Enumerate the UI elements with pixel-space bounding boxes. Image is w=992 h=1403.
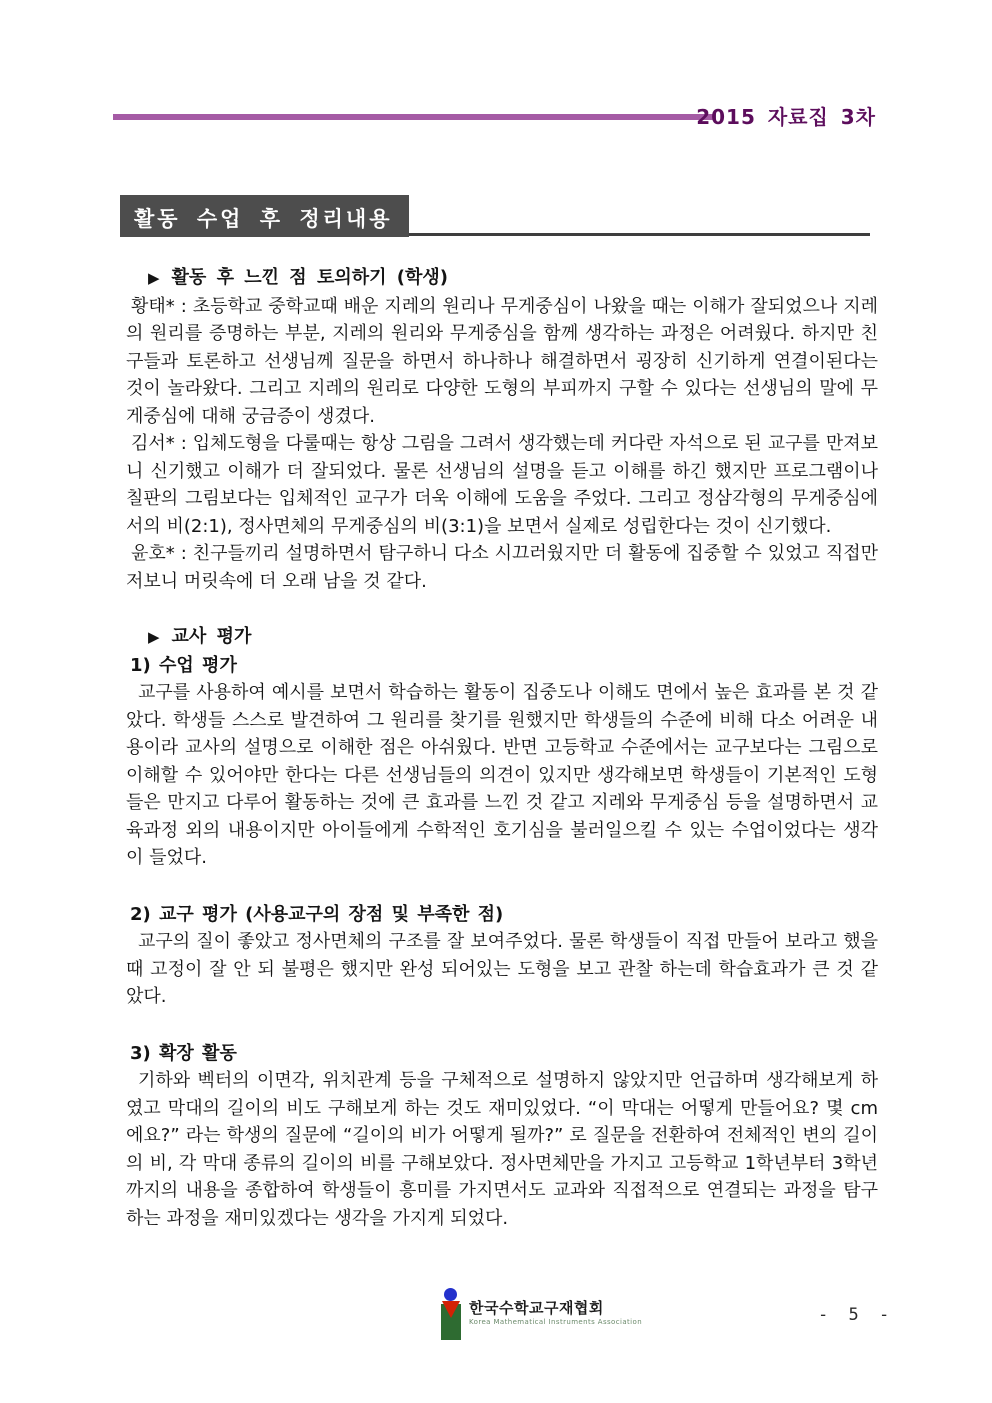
- edition-label: 2015 자료집 3차: [696, 105, 876, 129]
- logo-blue-circle-icon: [444, 1288, 457, 1301]
- teacher-evaluation-heading-label: 교사 평가: [171, 626, 252, 647]
- student-discussion-heading: [126, 264, 878, 293]
- subsection-text-tool-evaluation: 교구의 질이 좋았고 정사면체의 구조를 잘 보여주었다. 물론 학생들이 직접 만들어 보라고 했을 때 고정이 잘 안 되 불평은 했지만 완성 되어있는 도형을 보고 관찰 하는데 학습효과가 큰 것 같았다.: [126, 931, 878, 1007]
- document-body: [126, 264, 878, 1232]
- logo-red-triangle-icon: [442, 1301, 460, 1318]
- subsection-title-class-evaluation: 1) 수업 평가: [130, 654, 237, 676]
- subsection-title-extension-activity: 3) 확장 활동: [130, 1042, 237, 1064]
- teacher-evaluation-heading: [126, 623, 878, 652]
- organization-name-korean: 한국수학교구재협회: [469, 1299, 604, 1317]
- student-discussion-heading-label: 활동 후 느낀 점 토의하기 (학생): [171, 267, 448, 288]
- subsection-title-tool-evaluation: 2) 교구 평가 (사용교구의 장점 및 부족한 점): [130, 903, 504, 925]
- logo-mark-icon: [438, 1288, 466, 1342]
- triangle-bullet-icon: ▶: [148, 269, 160, 287]
- subsection-text-class-evaluation: 교구를 사용하여 예시를 보면서 학습하는 활동이 집중도나 이해도 면에서 높은 효과를 본 것 같았다. 학생들 스스로 발견하여 그 원리를 찾기를 원했지만 학생들의 수준에 비해 다소 어려운 내용이라 교사의 설명으로 이해한 점은 아쉬웠다. 반면 고등학교 수준에서는 교구보다는 그림으로 이해할 수 있어야만 한다는 다른 선생님들의 의견이 있지만 생각해보면 학생들이 기본적인 도형들은 만지고 다루어 활동하는 것에 큰 효과를 느낀 것 같고 지레와 무게중심 등을 설명하면서 교육과정 외의 내용이지만 아이들에게 수학적인 호기심을 불러일으킬 수 있는 수업이었다는 생각이 들었다.: [126, 682, 878, 868]
- section-title: 활동 수업 후 정리내용: [120, 195, 409, 237]
- page-number: - 5 -: [818, 1305, 895, 1325]
- header-divider-line: [113, 114, 716, 120]
- organization-name-english: Korea Mathematical Instruments Association: [469, 1318, 643, 1326]
- student-comment-kimseo: 김서* : 입체도형을 다룰때는 항상 그림을 그려서 생각했는데 커다란 자석으로 된 교구를 만져보니 신기했고 이해가 더 잘되었다. 물론 선생님의 설명을 듣고 이해를 하긴 했지만 프로그램이나 칠판의 그림보다는 입체적인 교구가 더욱 이해에 도움을 주었다. 그리고 정삼각형의 무게중심에서의 비(2:1), 정사면체의 무게중심의 비(3:1)을 보면서 실제로 성립한다는 것이 신기했다.: [126, 433, 878, 537]
- association-logo: [438, 1288, 642, 1342]
- student-comment-hwangtae: 황태* : 초등학교 중학교때 배운 지레의 원리나 무게중심이 나왔을 때는 이해가 잘되었으나 지레의 원리를 증명하는 부분, 지레의 원리와 무게중심을 함께 생각하는 과정은 어려웠다. 하지만 친구들과 토론하고 선생님께 질문을 하면서 하나하나 해결하면서 굉장히 신기하게 연결이된다는 것이 놀라왔다. 그리고 지레의 원리로 다양한 도형의 부피까지 구할 수 있다는 선생님의 말에 무게중심에 대해 궁금증이 생겼다.: [126, 295, 878, 427]
- student-comment-yunho: 윤호* : 친구들끼리 설명하면서 탐구하니 다소 시끄러웠지만 더 활동에 집중할 수 있었고 직접만저보니 머릿속에 더 오래 남을 것 같다.: [126, 543, 878, 592]
- subsection-text-extension-activity: 기하와 벡터의 이면각, 위치관계 등을 구체적으로 설명하지 않았지만 언급하며 생각해보게 하였고 막대의 길이의 비도 구해보게 하는 것도 재미있었다. “이 막대는 어떻게 만들어요? 몇 cm에요?” 라는 학생의 질문에 “길이의 비가 어떻게 될까?” 로 질문을 전환하여 전체적인 변의 길이의 비, 각 막대 종류의 길이의 비를 구해보았다. 정사면체만을 가지고 고등학교 1학년부터 3학년까지의 내용을 종합하여 학생들이 흥미를 가지면서도 교과와 직접적으로 연결되는 과정을 탐구하는 과정을 재미있겠다는 생각을 가지게 되었다.: [126, 1070, 878, 1229]
- triangle-bullet-icon: ▶: [148, 628, 160, 646]
- logo-text: [466, 1288, 642, 1327]
